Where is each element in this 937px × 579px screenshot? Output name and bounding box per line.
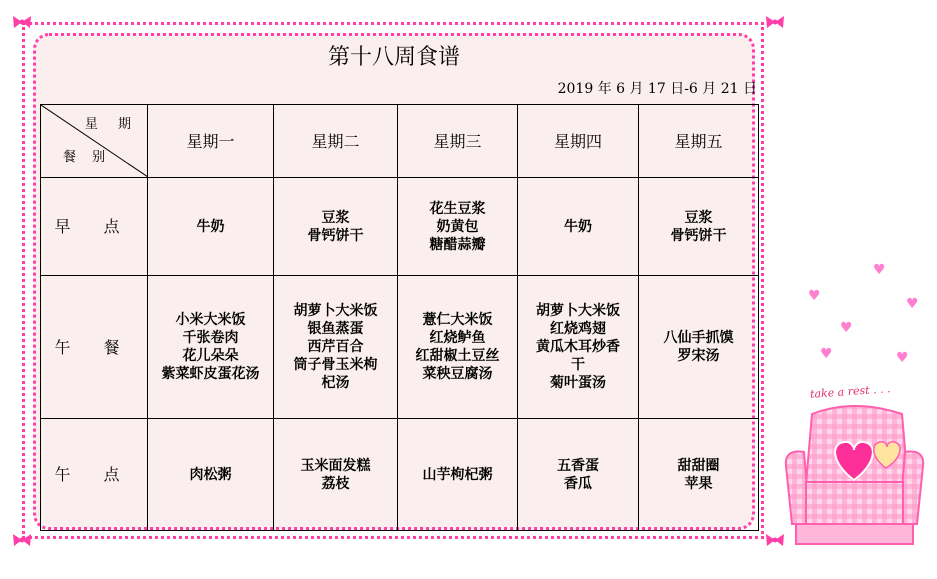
food-item: 山芋枸杞粥 (422, 466, 493, 483)
bow-icon (764, 14, 786, 30)
food-item: 杞汤 (321, 375, 350, 391)
table-row (41, 178, 759, 276)
food-item: 菜秧豆腐汤 (422, 366, 493, 382)
food-cell (274, 419, 398, 531)
food-cell (274, 276, 398, 419)
food-item: 紫菜虾皮蛋花汤 (161, 366, 260, 382)
food-cell (639, 419, 759, 531)
bow-icon (11, 532, 33, 548)
heart-icon: ♥ (808, 288, 821, 304)
food-item: 菊叶蛋汤 (550, 375, 606, 391)
food-item: 牛奶 (196, 218, 225, 235)
heart-icon: ♥ (820, 346, 833, 362)
food-item: 香瓜 (564, 475, 592, 492)
menu-table (40, 104, 759, 531)
food-item: 甜甜圈 (677, 457, 720, 474)
armchair-icon (782, 404, 927, 554)
food-item: 黄瓜木耳炒香 (536, 339, 620, 355)
food-cell (398, 419, 518, 531)
corner-week-label: 星 期 (84, 117, 139, 132)
food-item: 千张卷肉 (182, 330, 239, 346)
food-item: 荔枝 (321, 475, 350, 492)
meal-label: 早 点 (41, 178, 148, 276)
food-item: 银鱼蒸蛋 (307, 321, 364, 337)
food-cell (398, 276, 518, 419)
food-item: 红烧鸡翅 (550, 321, 606, 337)
food-cell (398, 178, 518, 276)
food-cell (639, 178, 759, 276)
food-cell (148, 178, 274, 276)
food-item: 胡萝卜大米饭 (293, 303, 378, 319)
meal-label: 午 点 (41, 419, 148, 531)
heart-icon: ♥ (840, 320, 853, 336)
heart-icon: ♥ (906, 296, 919, 312)
food-cell (148, 276, 274, 419)
corner-header (41, 105, 148, 178)
food-item: 薏仁大米饭 (422, 312, 493, 328)
food-item: 肉松粥 (189, 466, 232, 483)
food-item: 胡萝卜大米饭 (536, 303, 620, 319)
page-title: 第十八周食谱 (327, 45, 460, 70)
food-cell (639, 276, 759, 419)
heart-icon: ♥ (873, 262, 886, 278)
bow-icon (11, 14, 33, 30)
day-header: 星期三 (398, 105, 518, 178)
food-cell (274, 178, 398, 276)
food-item: 牛奶 (564, 218, 592, 235)
header-row (41, 105, 759, 178)
food-item: 玉米面发糕 (300, 457, 371, 474)
tagline: take a rest . . . (809, 382, 891, 401)
food-cell (518, 178, 639, 276)
food-cell (518, 276, 639, 419)
food-item: 罗宋汤 (677, 348, 720, 364)
food-item: 八仙手抓馍 (663, 330, 734, 346)
food-item: 五香蛋 (557, 457, 599, 474)
meal-label: 午 餐 (41, 276, 148, 419)
food-cell (518, 419, 639, 531)
food-item: 西芹百合 (307, 339, 364, 355)
heart-icon: ♥ (896, 350, 909, 366)
food-item: 红甜椒土豆丝 (415, 348, 500, 364)
day-header: 星期二 (274, 105, 398, 178)
date-range: 2019 年 6 月 17 日-6 月 21 日 (557, 81, 757, 97)
food-item: 豆浆 (684, 209, 713, 226)
food-item: 小米大米饭 (175, 312, 246, 328)
food-item: 花儿朵朵 (182, 348, 239, 364)
food-item: 干 (571, 357, 585, 373)
food-cell (148, 419, 274, 531)
table-row (41, 419, 759, 531)
food-item: 花生豆浆 (429, 200, 486, 217)
food-item: 骨钙饼干 (307, 227, 364, 244)
food-item: 奶黄包 (436, 218, 479, 235)
food-item: 红烧鲈鱼 (429, 330, 486, 346)
food-item: 骨钙饼干 (670, 227, 727, 244)
day-header: 星期四 (518, 105, 639, 178)
table-row (41, 276, 759, 419)
corner-meal-label: 餐 别 (63, 150, 112, 165)
food-item: 苹果 (684, 475, 713, 492)
day-header: 星期一 (148, 105, 274, 178)
food-item: 豆浆 (321, 209, 350, 226)
food-item: 筒子骨玉米枸 (293, 357, 378, 373)
day-header: 星期五 (639, 105, 759, 178)
food-item: 糖醋蒜瓣 (429, 236, 486, 253)
